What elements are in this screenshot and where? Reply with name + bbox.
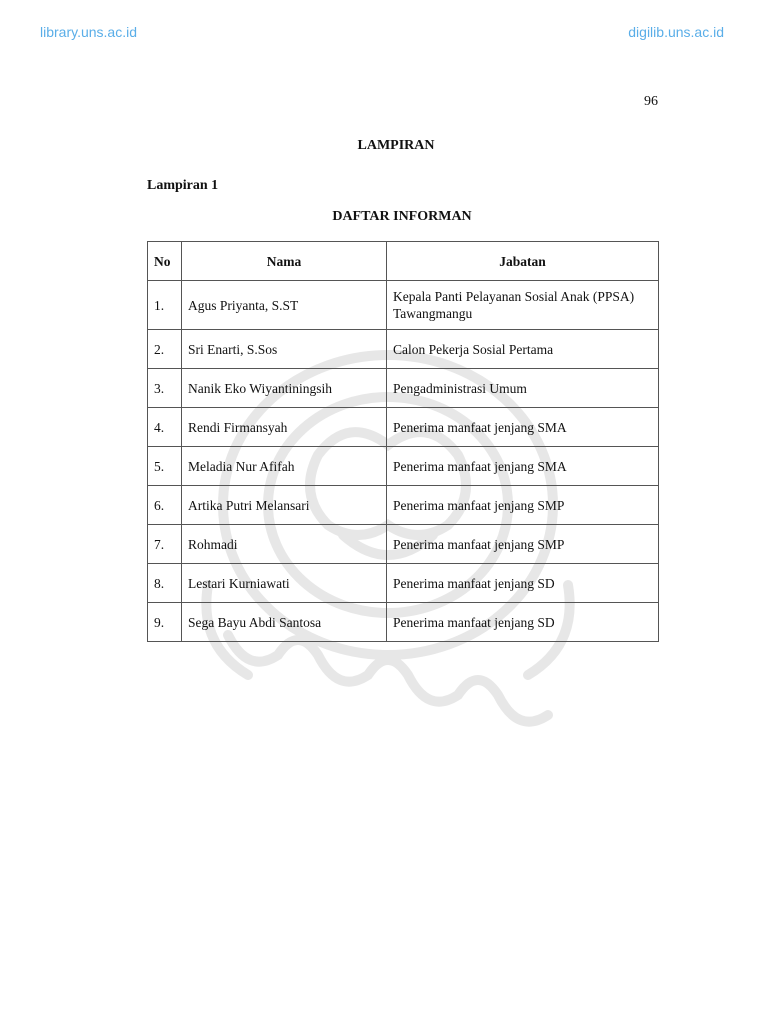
row-nama: Nanik Eko Wiyantiningsih (182, 369, 387, 408)
row-no: 7. (148, 525, 182, 564)
row-no: 1. (148, 281, 182, 330)
table-row (148, 603, 659, 642)
table-header-row (148, 242, 659, 281)
table-row (148, 486, 659, 525)
row-no: 2. (148, 330, 182, 369)
row-nama: Sri Enarti, S.Sos (182, 330, 387, 369)
library-link[interactable]: library.uns.ac.id (40, 24, 138, 40)
row-no: 9. (148, 603, 182, 642)
row-jabatan: Kepala Panti Pelayanan Sosial Anak (PPSA) Tawangmangu (387, 281, 659, 330)
row-nama: Lestari Kurniawati (182, 564, 387, 603)
digilib-link[interactable]: digilib.uns.ac.id (628, 24, 724, 40)
row-jabatan: Pengadministrasi Umum (387, 369, 659, 408)
row-jabatan: Penerima manfaat jenjang SD (387, 564, 659, 603)
informan-table (147, 241, 659, 642)
row-no: 5. (148, 447, 182, 486)
table-row (148, 408, 659, 447)
row-no: 4. (148, 408, 182, 447)
row-jabatan: Penerima manfaat jenjang SMA (387, 408, 659, 447)
section-subheading: Lampiran 1 (147, 178, 219, 193)
page-title: LAMPIRAN (357, 138, 435, 153)
page-number: 96 (644, 94, 658, 109)
row-no: 8. (148, 564, 182, 603)
header-nama: Nama (182, 242, 387, 281)
row-jabatan: Penerima manfaat jenjang SMA (387, 447, 659, 486)
row-jabatan: Penerima manfaat jenjang SMP (387, 486, 659, 525)
table-row (148, 564, 659, 603)
table-row (148, 369, 659, 408)
row-nama: Meladia Nur Afifah (182, 447, 387, 486)
table-row (148, 281, 659, 330)
table-row (148, 330, 659, 369)
row-nama: Rohmadi (182, 525, 387, 564)
row-jabatan: Penerima manfaat jenjang SD (387, 603, 659, 642)
row-no: 6. (148, 486, 182, 525)
row-nama: Sega Bayu Abdi Santosa (182, 603, 387, 642)
row-nama: Agus Priyanta, S.ST (182, 281, 387, 330)
row-jabatan: Calon Pekerja Sosial Pertama (387, 330, 659, 369)
table-title: DAFTAR INFORMAN (332, 209, 472, 224)
header-no: No (148, 242, 182, 281)
table-row (148, 525, 659, 564)
header-jabatan: Jabatan (387, 242, 659, 281)
row-nama: Rendi Firmansyah (182, 408, 387, 447)
row-jabatan: Penerima manfaat jenjang SMP (387, 525, 659, 564)
row-nama: Artika Putri Melansari (182, 486, 387, 525)
row-no: 3. (148, 369, 182, 408)
table-row (148, 447, 659, 486)
